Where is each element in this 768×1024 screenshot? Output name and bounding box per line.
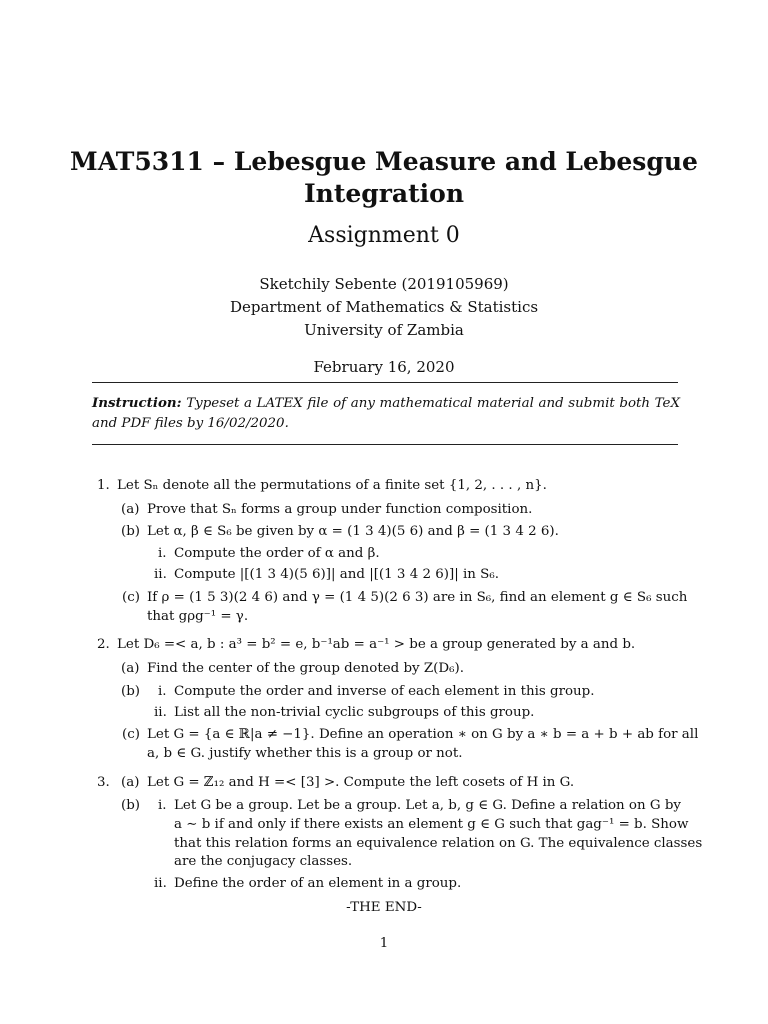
q3b-i-text-4: are the conjugacy classes. — [174, 854, 353, 869]
q1-number: 1. — [97, 478, 110, 493]
q2b-i-text: Compute the order and inverse of each element in this group. — [174, 684, 595, 699]
q2a-label: (a) — [121, 661, 140, 676]
q2a-text: Find the center of the group denoted by Z(D₆). — [147, 661, 464, 676]
author-name: Sketchily Sebente (2019105969) — [259, 275, 509, 293]
bottom-rule — [92, 444, 678, 445]
q2-number: 2. — [97, 637, 110, 652]
q3b-ii-text: Define the order of an element in a group. — [174, 876, 462, 891]
title-line-1: MAT5311 – Lebesgue Measure and Lebesgue — [70, 147, 698, 176]
q2c-label: (c) — [122, 727, 140, 742]
university: University of Zambia — [304, 321, 464, 339]
q1c-text-1: If ρ = (1 5 3)(2 4 6) and γ = (1 4 5)(2 6 3) are in S₆, find an element g ∈ S₆ such — [147, 590, 688, 605]
title-line-2: Integration — [303, 179, 465, 208]
q1a-text: Prove that Sₙ forms a group under function composition. — [147, 502, 533, 517]
q3b-i-text-3: that this relation forms an equivalence relation on G. The equivalence classes — [174, 836, 703, 851]
page-number: 1 — [379, 936, 389, 951]
q3b-i-label: i. — [158, 798, 167, 813]
q2b-ii-text: List all the non-trivial cyclic subgroups of this group. — [174, 705, 535, 720]
q1b-ii-label: ii. — [154, 567, 167, 582]
paper-title — [60, 146, 708, 210]
instruction-text: Typeset a LATEX file of any mathematical material and submit both TeX and PDF files by 16/02/2020. — [92, 396, 680, 431]
paper-date: February 16, 2020 — [313, 358, 455, 376]
paper-subtitle: Assignment 0 — [308, 223, 460, 248]
instruction-block — [92, 393, 680, 434]
q1b-label: (b) — [121, 524, 141, 539]
q3a-text: Let G = ℤ₁₂ and H =< [3] >. Compute the left cosets of H in G. — [147, 775, 575, 790]
author-block — [60, 273, 708, 342]
q3b-i-text-1: Let G be a group. Let be a group. Let a, b, g ∈ G. Define a relation on G by — [174, 798, 681, 813]
q1c-text-2: that gρg⁻¹ = γ. — [147, 609, 249, 624]
q1b-i-label: i. — [158, 546, 167, 561]
q1a-label: (a) — [121, 502, 140, 517]
q2c-text-2: a, b ∈ G. justify whether this is a group or not. — [147, 746, 463, 761]
top-rule — [92, 382, 678, 383]
q1-text: Let Sₙ denote all the permutations of a finite set {1, 2, . . . , n}. — [117, 478, 547, 493]
q3a-label: (a) — [121, 775, 140, 790]
q1b-text: Let α, β ∈ S₆ be given by α = (1 3 4)(5 6) and β = (1 3 4 2 6). — [147, 524, 559, 539]
q3b-label: (b) — [121, 798, 141, 813]
instruction-label: Instruction: — [92, 395, 182, 411]
q1b-i-text: Compute the order of α and β. — [174, 546, 380, 561]
q2c-text-1: Let G = {a ∈ ℝ|a ≠ −1}. Define an operation ∗ on G by a ∗ b = a + b + ab for all — [147, 727, 699, 742]
q3b-i-text-2: a ∼ b if and only if there exists an element g ∈ G such that gag⁻¹ = b. Show — [174, 817, 689, 832]
q2b-ii-label: ii. — [154, 705, 167, 720]
q2-text: Let D₆ =< a, b : a³ = b² = e, b⁻¹ab = a⁻¹ > be a group generated by a and b. — [117, 637, 636, 652]
q1c-label: (c) — [122, 590, 140, 605]
q1b-ii-text: Compute |[(1 3 4)(5 6)]| and |[(1 3 4 2 6)]| in S₆. — [174, 567, 499, 582]
q3-number: 3. — [97, 775, 110, 790]
department: Department of Mathematics & Statistics — [229, 298, 539, 316]
q2b-label: (b) — [121, 684, 141, 699]
q3b-ii-label: ii. — [154, 876, 167, 891]
q2b-i-label: i. — [158, 684, 167, 699]
end-marker: -THE END- — [346, 900, 422, 915]
